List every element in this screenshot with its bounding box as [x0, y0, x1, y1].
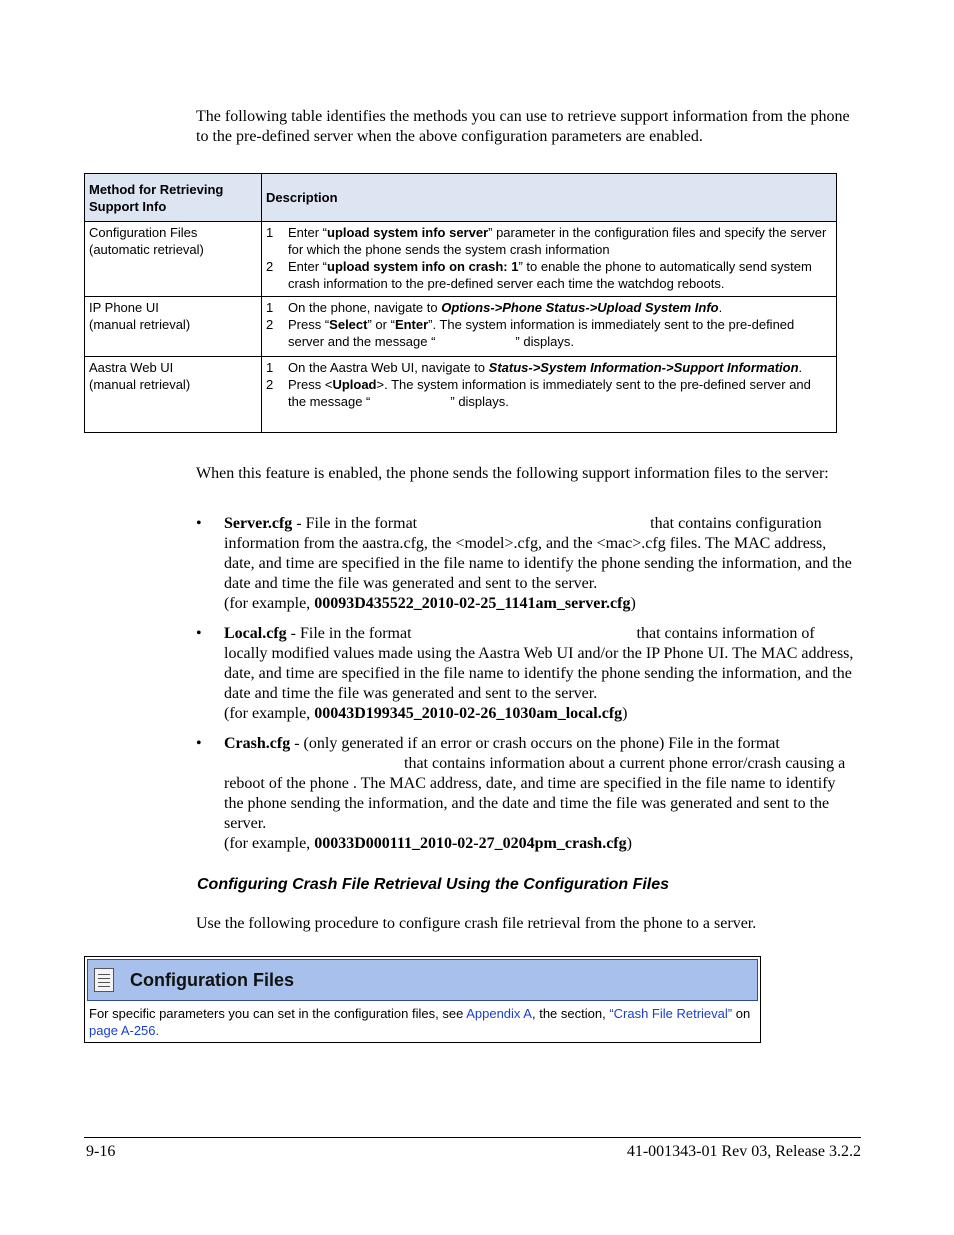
note-title: Configuration Files: [130, 970, 294, 990]
method-mode: (automatic retrieval): [89, 242, 204, 257]
table-row: [85, 357, 837, 433]
method-mode: (manual retrieval): [89, 377, 191, 392]
step-text: On the phone, navigate to Options->Phone Status->Upload System Info.: [288, 300, 723, 315]
step-number: 1: [266, 225, 274, 240]
step-number: 2: [266, 259, 274, 274]
note-body: For specific parameters you can set in the configuration files, see Appendix A, the section, “Crash File Retrieval” on page A-256.: [89, 1006, 751, 1038]
step-text: Press “Select” or “Enter”. The system information is immediately sent to the pre-defined server and the message “ ” displays.: [288, 317, 795, 349]
document-icon: [94, 968, 114, 992]
document-id: 41-001343-01 Rev 03, Release 3.2.2: [626, 1143, 861, 1160]
bullet-marker: •: [196, 735, 202, 752]
list-item: [196, 624, 856, 724]
step: [266, 299, 832, 316]
description-cell: [262, 297, 837, 357]
step-text: Press <Upload>. The system information is immediately sent to the pre-defined server and the message “ ” displays.: [288, 377, 811, 409]
method-cell: [85, 297, 262, 357]
description-cell: [262, 357, 837, 433]
footer-divider: [84, 1137, 861, 1138]
step-text: Enter “upload system info server” parameter in the configuration files and specify the server for which the phone sends the system crash information: [288, 225, 827, 257]
step: [266, 316, 832, 350]
step-number: 1: [266, 300, 274, 315]
intro-paragraph: The following table identifies the methods you can use to retrieve support information from the phone to the pre-defined server when the above configuration parameters are enabled.: [196, 108, 850, 145]
support-files-list: [196, 514, 856, 864]
method-cell: [85, 357, 262, 433]
step-text: On the Aastra Web UI, navigate to Status->System Information->Support Information.: [288, 360, 803, 375]
section-heading: Configuring Crash File Retrieval Using the Configuration Files: [197, 876, 670, 893]
page-number: 9-16: [86, 1143, 116, 1160]
note-header: [87, 959, 758, 1001]
appendix-a-link[interactable]: Appendix A: [466, 1006, 532, 1021]
column-header-method: Method for Retrieving Support Info: [85, 174, 262, 222]
step: [266, 359, 832, 376]
step: [266, 376, 832, 410]
method-name: Aastra Web UI: [89, 360, 174, 375]
list-item-text: Crash.cfg - (only generated if an error or crash occurs on the phone) File in the format that contains information about a current phone error/crash causing a reboot of the phone . The MAC address, date, and time are specified in the file name to identify the phone sending the information, and the date and time the file was generated and sent to the server. (for example, 00033D000111_2010-02-27_0204pm_crash.cfg): [224, 735, 846, 852]
list-item-text: Local.cfg - File in the format that contains information of locally modified values made using the Aastra Web UI and/or the IP Phone UI. The MAC address, date, and time are specified in the file name to identify the phone sending the information, and the date and time the file was generated and sent to the server. (for example, 00043D199345_2010-02-26_1030am_local.cfg): [224, 625, 854, 722]
method-mode: (manual retrieval): [89, 317, 191, 332]
column-header-description: Description: [262, 174, 837, 222]
method-name: IP Phone UI: [89, 300, 159, 315]
step-text: Enter “upload system info on crash: 1” to enable the phone to automatically send system crash information to the pre-defined server each time the watchdog reboots.: [288, 259, 812, 291]
list-item: [196, 734, 856, 854]
step: [266, 258, 832, 292]
list-item: [196, 514, 856, 614]
bullet-marker: •: [196, 625, 202, 642]
method-name: Configuration Files: [89, 225, 198, 240]
crash-file-retrieval-link[interactable]: “Crash File Retrieval”: [609, 1006, 733, 1021]
enabled-paragraph: When this feature is enabled, the phone sends the following support information files to the server:: [196, 465, 829, 482]
table-row: [85, 222, 837, 297]
config-files-note: [84, 956, 761, 1043]
list-item-text: Server.cfg - File in the format that contains configuration information from the aastra.cfg, the <model>.cfg, and the <mac>.cfg files. The MAC address, date, and time are specified in the file name to identify the phone sending the information, and the date and time the file was generated and sent to the server. (for example, 00093D435522_2010-02-25_1141am_server.cfg): [224, 515, 852, 612]
table-row: [85, 297, 837, 357]
table-header-row: [85, 174, 837, 222]
step-number: 2: [266, 377, 274, 392]
bullet-marker: •: [196, 515, 202, 532]
step-number: 2: [266, 317, 274, 332]
procedure-paragraph: Use the following procedure to configure crash file retrieval from the phone to a server.: [196, 915, 757, 932]
page-a-256-link[interactable]: page A-256: [89, 1023, 156, 1038]
step: [266, 224, 832, 258]
method-cell: [85, 222, 262, 297]
step-number: 1: [266, 360, 274, 375]
description-cell: [262, 222, 837, 297]
retrieval-methods-table: [84, 173, 837, 433]
